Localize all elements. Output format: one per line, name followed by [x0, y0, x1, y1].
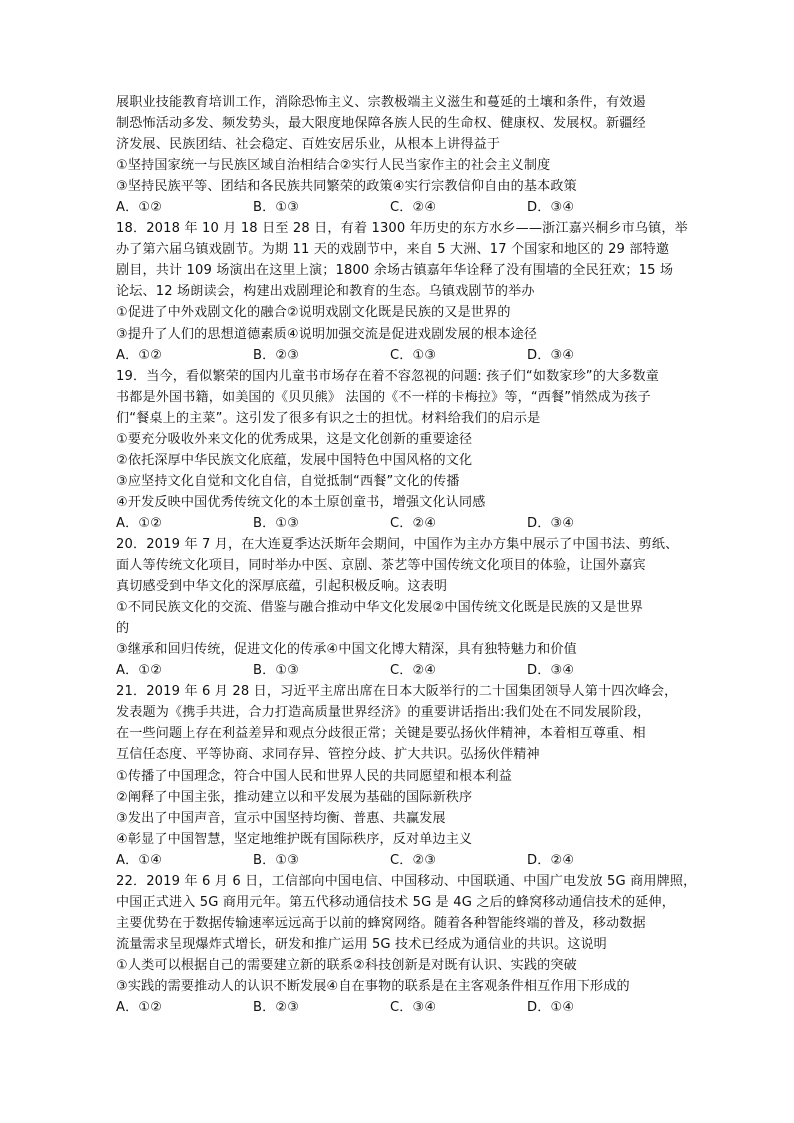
question-text-line: 中国正式进入 5G 商用元年。第五代移动通信技术 5G 是 4G 之后的蜂窝移动通信技术的延伸， — [116, 894, 675, 910]
answer-options — [116, 197, 686, 218]
statement-item: ③实践的需要推动人的认识不断发展④自在事物的联系是在主客观条件相互作用下形成的 — [116, 978, 630, 994]
statement-item: ①人类可以根据自己的需要建立新的联系②科技创新是对既有认识、实践的突破 — [116, 957, 577, 973]
option-d: D．①④ — [527, 1000, 575, 1016]
question-text-line: 面人等传统文化项目，同时举办中医、京剧、茶艺等中国传统文化项目的体验，让国外嘉宾 — [116, 558, 646, 574]
option-d: D．③④ — [527, 200, 575, 216]
statement-item: ④开发反映中国优秀传统文化的本土原创童书，增强文化认同感 — [116, 494, 486, 510]
option-c: C．②③ — [390, 852, 437, 868]
option-d: D．③④ — [527, 663, 575, 679]
question-20 — [116, 534, 686, 681]
question-text-line: 书都是外国书籍，如美国的《贝贝熊》 法国的《不一样的卡梅拉》等，“西餐”悄然成为孩子 — [116, 389, 651, 405]
option-a: A．①② — [116, 515, 163, 531]
question-text-line: 21．2019 年 6 月 28 日，习近平主席出席在日本大阪举行的二十国集团领导人第十四次峰会， — [116, 684, 678, 700]
answer-options — [116, 660, 686, 681]
option-d: D．③④ — [527, 515, 575, 531]
question-text-line: 互信任态度、平等协商、求同存异、管控分歧、扩大共识。弘扬伙伴精神 — [116, 747, 540, 763]
statement-item: ①要充分吸收外来文化的优秀成果，这是文化创新的重要途径 — [116, 431, 473, 447]
question-18 — [116, 218, 686, 365]
question-text-line: 真切感受到中华文化的深厚底蕴，引起积极反响。这表明 — [116, 579, 448, 595]
question-text-line: 19．当今，看似繁荣的国内儿童书市场存在着不容忽视的问题: 孩子们“如数家珍”的大多数童 — [116, 368, 659, 384]
statement-item: ②阐释了中国主张，推动建立以和平发展为基础的国际新秩序 — [116, 789, 473, 805]
option-a: A．①② — [116, 1000, 163, 1016]
option-c: C．③④ — [390, 1000, 437, 1016]
question-text-line: 在一些问题上存在利益差异和观点分歧很正常；关键是要弘扬伙伴精神，本着相互尊重、相 — [116, 726, 646, 742]
option-c: C．②④ — [390, 200, 437, 216]
question-text-line: 济发展、民族团结、社会稳定、百姓安居乐业，从根本上讲得益于 — [116, 137, 501, 153]
question-22 — [116, 871, 697, 1018]
answer-options — [116, 997, 686, 1018]
answer-options — [116, 850, 686, 871]
option-b: B．①③ — [253, 663, 300, 679]
answer-options — [116, 513, 686, 534]
question-text-line: 制恐怖活动多发、频发势头，最大限度地保障各族人民的生命权、健康权、发展权。新疆经 — [116, 116, 646, 132]
option-c: C．①③ — [390, 347, 437, 363]
question-text-line: 们“餐桌上的主菜”。这引发了很多有识之士的担忧。材料给我们的启示是 — [116, 410, 541, 426]
statement-item: 的 — [116, 621, 130, 637]
statement-item: ①促进了中外戏剧文化的融合②说明戏剧文化既是民族的又是世界的 — [116, 305, 511, 321]
statement-item: ③提升了人们的思想道德素质④说明加强交流是促进戏剧发展的根本途径 — [116, 326, 538, 342]
question-text-line: 流量需求呈现爆炸式增长，研发和推广运用 5G 技术已经成为通信业的共识。这说明 — [116, 936, 607, 952]
option-a: A．①④ — [116, 852, 163, 868]
statement-item: ③继承和回归传统，促进文化的传承④中国文化博大精深，具有独特魅力和价值 — [116, 642, 577, 658]
statement-item: ①不同民族文化的交流、借鉴与融合推动中华文化发展②中国传统文化既是民族的又是世界 — [116, 600, 644, 616]
option-d: D．③④ — [527, 347, 575, 363]
question-text-line: 18．2018 年 10 月 18 日至 28 日，有着 1300 年历史的东方水乡——浙江嘉兴桐乡市乌镇，举 — [116, 221, 688, 237]
exam-page — [116, 92, 697, 1018]
statement-item: ③坚持民族平等、团结和各民族共同繁荣的政策④实行宗教信仰自由的基本政策 — [116, 179, 577, 195]
question-19 — [116, 366, 686, 534]
question-text-line: 20．2019 年 7 月，在大连夏季达沃斯年会期间，中国作为主办方集中展示了中国书法、剪纸、 — [116, 536, 679, 552]
question-text-line: 展职业技能教育培训工作，消除恐怖主义、宗教极端主义滋生和蔓延的土壤和条件，有效遏 — [116, 95, 646, 110]
question-text-line: 22．2019 年 6 月 6 日，工信部向中国电信、中国移动、中国联通、中国广电发放 5G 商用牌照， — [116, 873, 697, 889]
statement-item: ④彰显了中国智慧，坚定地维护既有国际秩序，反对单边主义 — [116, 831, 473, 847]
question-text-line: 办了第六届乌镇戏剧节。为期 11 天的戏剧节中，来自 5 大洲、17 个国家和地区的 29 部特邀 — [116, 242, 670, 258]
question-17-tail — [116, 92, 686, 218]
option-a: A．①② — [116, 200, 163, 216]
option-b: B．①③ — [253, 852, 300, 868]
statement-item: ③应坚持文化自觉和文化自信，自觉抵制“西餐”文化的传播 — [116, 473, 460, 489]
answer-options — [116, 345, 686, 366]
option-c: C．②④ — [390, 663, 437, 679]
statement-item: ①传播了中国理念，符合中国人民和世界人民的共同愿望和根本利益 — [116, 768, 512, 784]
option-b: B．②③ — [253, 1000, 300, 1016]
option-a: A．①② — [116, 663, 163, 679]
statement-item: ③发出了中国声音，宣示中国坚持均衡、普惠、共赢发展 — [116, 810, 446, 826]
option-d: D．②④ — [527, 852, 575, 868]
question-text-line: 剧目，共计 109 场演出在这里上演；1800 余场古镇嘉年华诠释了没有围墙的全民狂欢；15 场 — [116, 263, 674, 279]
option-b: B．②③ — [253, 347, 300, 363]
question-21 — [116, 681, 686, 870]
option-a: A．①② — [116, 347, 163, 363]
option-b: B．①③ — [253, 515, 300, 531]
question-text-line: 主要优势在于数据传输速率远远高于以前的蜂窝网络。随着各种智能终端的普及，移动数据 — [116, 915, 646, 931]
question-text-line: 论坛、12 场朗读会，构建出戏剧理论和教育的生态。乌镇戏剧节的举办 — [116, 284, 535, 300]
question-text-line: 发表题为《携手共进，合力打造高质量世界经济》的重要讲话指出:我们处在不同发展阶段， — [116, 705, 651, 721]
option-c: C．②④ — [390, 515, 437, 531]
statement-item: ①坚持国家统一与民族区域自治相结合②实行人民当家作主的社会主义制度 — [116, 158, 551, 174]
statement-item: ②依托深厚中华民族文化底蕴，发展中国特色中国风格的文化 — [116, 452, 473, 468]
option-b: B．①③ — [253, 200, 300, 216]
